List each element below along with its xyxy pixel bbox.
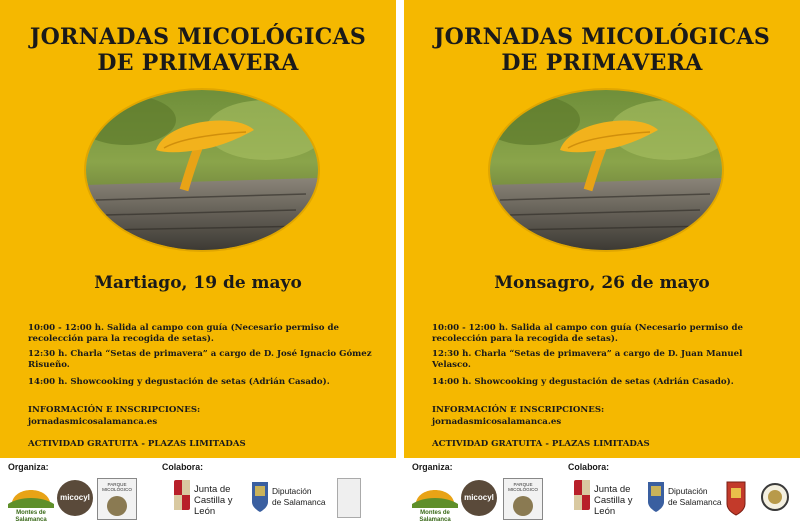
mushroom-photo bbox=[490, 90, 722, 250]
info-block bbox=[28, 404, 200, 428]
schedule-item: 12:30 h. Charla “Setas de primavera” a cargo de D. Juan Manuel Velasco. bbox=[432, 349, 743, 370]
schedule-item: 10:00 - 12:00 h. Salida al campo con guía (Necesario permiso de recolección para la recogida de setas). bbox=[28, 323, 339, 344]
diputacion-line1: Diputación bbox=[272, 486, 312, 496]
montes-logo-line1: Montes de bbox=[420, 510, 450, 516]
schedule-item: 10:00 - 12:00 h. Salida al campo con guía (Necesario permiso de recolección para la recogida de setas). bbox=[432, 323, 743, 344]
diputacion-line1: Diputación bbox=[668, 486, 708, 496]
montes-logo-line2: Salamanca bbox=[15, 517, 47, 522]
micocyl-logo: micocyl bbox=[57, 480, 93, 516]
poster-martiago bbox=[0, 0, 396, 529]
info-email: jornadasmicosalamanca.es bbox=[432, 417, 562, 427]
organiza-label: Organiza: bbox=[8, 462, 49, 472]
free-activity-note: ACTIVIDAD GRATUITA - PLAZAS LIMITADAS bbox=[28, 439, 246, 449]
parque-logo-text: PARQUE MICOLÓGICO bbox=[508, 482, 538, 492]
round-seal-logo bbox=[760, 478, 790, 516]
organiza-label: Organiza: bbox=[412, 462, 453, 472]
diputacion-line2: de Salamanca bbox=[668, 497, 722, 507]
municipal-logo bbox=[337, 478, 361, 518]
junta-shield-icon bbox=[174, 480, 190, 514]
diputacion-shield-icon bbox=[252, 482, 268, 512]
town-coat-of-arms-logo bbox=[726, 478, 746, 516]
junta-text: Junta de Castilla y León bbox=[194, 484, 233, 517]
diputacion-salamanca-logo bbox=[648, 480, 730, 514]
parque-micologico-logo bbox=[503, 478, 543, 520]
poster-title-line2: DE PRIMAVERA bbox=[97, 50, 299, 76]
poster-title-line1: JORNADAS MICOLÓGICAS bbox=[29, 24, 367, 50]
poster-title-line2: DE PRIMAVERA bbox=[501, 50, 703, 76]
schedule-item: 12:30 h. Charla “Setas de primavera” a cargo de D. José Ignacio Gómez Risueño. bbox=[28, 349, 372, 370]
free-activity-note: ACTIVIDAD GRATUITA - PLAZAS LIMITADAS bbox=[432, 439, 650, 449]
info-title: INFORMACIÓN E INSCRIPCIONES: bbox=[28, 405, 201, 415]
montes-salamanca-logo bbox=[412, 476, 458, 522]
parque-emblem bbox=[513, 496, 533, 516]
info-block bbox=[432, 404, 604, 428]
montes-logo-line1: Montes de bbox=[16, 510, 46, 516]
montes-salamanca-logo bbox=[8, 476, 54, 522]
parque-emblem bbox=[107, 496, 127, 516]
diputacion-shield-icon bbox=[648, 482, 664, 512]
montes-logo-line2: Salamanca bbox=[419, 517, 451, 522]
colabora-label: Colabora: bbox=[568, 462, 610, 472]
junta-text: Junta de Castilla y León bbox=[594, 484, 633, 517]
event-place-date: Martiago, 19 de mayo bbox=[94, 273, 302, 293]
mushroom-photo bbox=[86, 90, 318, 250]
parque-logo-text: PARQUE MICOLÓGICO bbox=[102, 482, 132, 492]
info-title: INFORMACIÓN E INSCRIPCIONES: bbox=[432, 405, 605, 415]
junta-castilla-leon-logo bbox=[574, 478, 646, 518]
event-place-date: Monsagro, 26 de mayo bbox=[494, 273, 710, 293]
schedule-item: 14:00 h. Showcooking y degustación de setas (Adrián Casado). bbox=[432, 377, 734, 387]
poster-monsagro bbox=[404, 0, 800, 529]
diputacion-line2: de Salamanca bbox=[272, 497, 326, 507]
micocyl-logo: micocyl bbox=[461, 480, 497, 516]
colabora-label: Colabora: bbox=[162, 462, 204, 472]
junta-castilla-leon-logo bbox=[174, 478, 246, 518]
poster-title-line1: JORNADAS MICOLÓGICAS bbox=[433, 24, 771, 50]
schedule-item: 14:00 h. Showcooking y degustación de setas (Adrián Casado). bbox=[28, 377, 330, 387]
junta-shield-icon bbox=[574, 480, 590, 514]
parque-micologico-logo bbox=[97, 478, 137, 520]
diputacion-salamanca-logo bbox=[252, 480, 334, 514]
info-email: jornadasmicosalamanca.es bbox=[28, 417, 158, 427]
